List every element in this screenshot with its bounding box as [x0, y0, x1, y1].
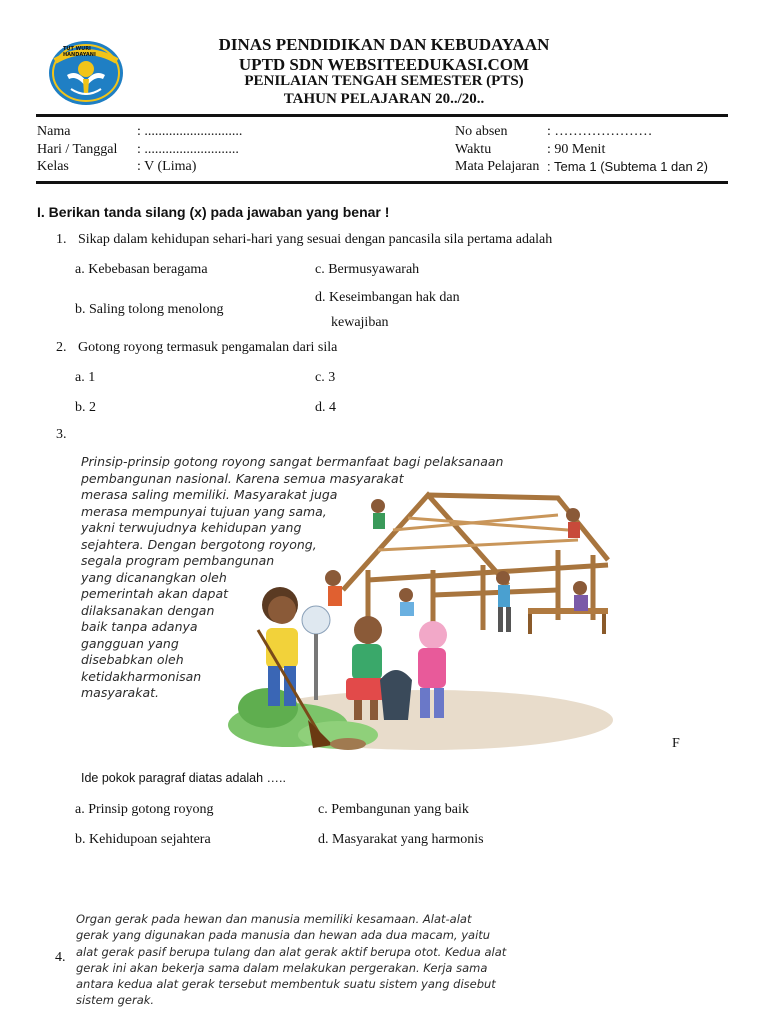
nama-field: : ............................ [137, 124, 243, 139]
q1-option-d[interactable]: d. Keseimbangan hak dan [315, 290, 460, 305]
q3-number: 3. [56, 427, 67, 442]
passage-line: dilaksanakan dengan [81, 602, 215, 618]
passage-line: ketidakharmonisan [81, 668, 202, 684]
header-title-2: UPTD SDN WEBSITEEDUKASI.COM [238, 55, 530, 74]
passage-line: pembangunan nasional. Karena semua masyarakat [81, 470, 404, 486]
q1-option-d-cont: kewajiban [331, 315, 389, 330]
passage-line: antara kedua alat gerak tersebut membentuk suatu sistem yang disebut [76, 977, 496, 992]
passage-line: gerak yang digunakan pada manusia dan hewan ada dua macam, yaitu [76, 928, 491, 943]
passage-line: yang dicanangkan oleh [81, 569, 227, 585]
q4-number: 4. [55, 950, 66, 965]
header-title-3: PENILAIAN TENGAH SEMESTER (PTS) [244, 73, 524, 89]
q3-prompt: Ide pokok paragraf diatas adalah ….. [81, 771, 286, 785]
passage-line: gerak ini akan bekerja sama dalam melakukan pergerakan. Kerja sama [76, 960, 488, 975]
kelas-label: Kelas [37, 159, 69, 174]
q1-option-c[interactable]: c. Bermusyawarah [315, 262, 420, 277]
passage-line: sejahtera. Dengan bergotong royong, [81, 536, 317, 552]
q2-option-b[interactable]: b. 2 [75, 400, 96, 415]
q3-option-d[interactable]: d. Masyarakat yang harmonis [318, 832, 484, 847]
passage-line: pemerintah akan dapat [81, 586, 229, 601]
passage-line: merasa mempunyai tujuan yang sama, [81, 503, 327, 519]
passage-line: baik tanpa adanya [81, 619, 198, 634]
passage-line: Prinsip-prinsip gotong royong sangat bermanfaat bagi pelaksanaan [81, 454, 504, 469]
passage-line: sistem gerak. [76, 993, 155, 1008]
q2-text: Gotong royong termasuk pengamalan dari sila [78, 340, 338, 355]
header-title-1: DINAS PENDIDIKAN DAN KEBUDAYAAN [218, 35, 550, 54]
q1-number: 1. [56, 232, 67, 247]
waktu-field: : 90 Menit [547, 142, 606, 157]
section-title: I. Berikan tanda silang (x) pada jawaban yang benar ! [37, 204, 390, 220]
absen-label: No absen [455, 124, 508, 139]
waktu-label: Waktu [455, 142, 492, 157]
q1-option-b[interactable]: b. Saling tolong menolong [75, 302, 224, 317]
q3-option-b[interactable]: b. Kehidupoan sejahtera [75, 832, 211, 847]
absen-field: : ………………… [547, 124, 653, 139]
passage-line: yakni terwujudnya kehidupan yang [81, 520, 302, 535]
hari-label: Hari / Tanggal [37, 142, 118, 157]
mapel-field [547, 159, 708, 176]
mapel-label: Mata Pelajaran [455, 159, 540, 174]
passage-line: disebabkan oleh [81, 652, 184, 667]
kelas-field: : V (Lima) [137, 159, 197, 174]
q1-option-a[interactable]: a. Kebebasan beragama [75, 262, 208, 277]
q2-option-c[interactable]: c. 3 [315, 370, 336, 385]
header-title-4: TAHUN PELAJARAN 20../20.. [283, 91, 485, 107]
q4-passage [76, 911, 516, 1009]
info-rule [36, 181, 728, 184]
passage-line: segala program pembangunan [81, 553, 275, 568]
mapel-value: : Tema 1 (Subtema 1 dan 2) [547, 159, 708, 174]
q3-option-a[interactable]: a. Prinsip gotong royong [75, 802, 214, 817]
hari-field: : ........................... [137, 142, 239, 157]
gotong-royong-illustration [228, 470, 623, 756]
q3-option-c[interactable]: c. Pembangunan yang baik [318, 802, 469, 817]
passage-line: alat gerak pasif berupa tulang dan alat gerak aktif berupa otot. Kedua alat [76, 944, 507, 959]
logo-text: TUT WURI HANDAYANI [63, 46, 96, 58]
q2-option-d[interactable]: d. 4 [315, 400, 336, 415]
q2-option-a[interactable]: a. 1 [75, 370, 96, 385]
header-rule [36, 114, 728, 117]
passage-line: masyarakat. [81, 685, 159, 700]
passage-line: merasa saling memiliki. Masyarakat juga [81, 487, 338, 502]
q1-text: Sikap dalam kehidupan sehari-hari yang sesuai dengan pancasila sila pertama adalah [78, 232, 553, 247]
q2-number: 2. [56, 340, 67, 355]
passage-line: Organ gerak pada hewan dan manusia memiliki kesamaan. Alat-alat [76, 912, 472, 926]
passage-line: gangguan yang [81, 635, 179, 651]
stray-letter: F [672, 736, 680, 751]
nama-label: Nama [37, 124, 71, 139]
